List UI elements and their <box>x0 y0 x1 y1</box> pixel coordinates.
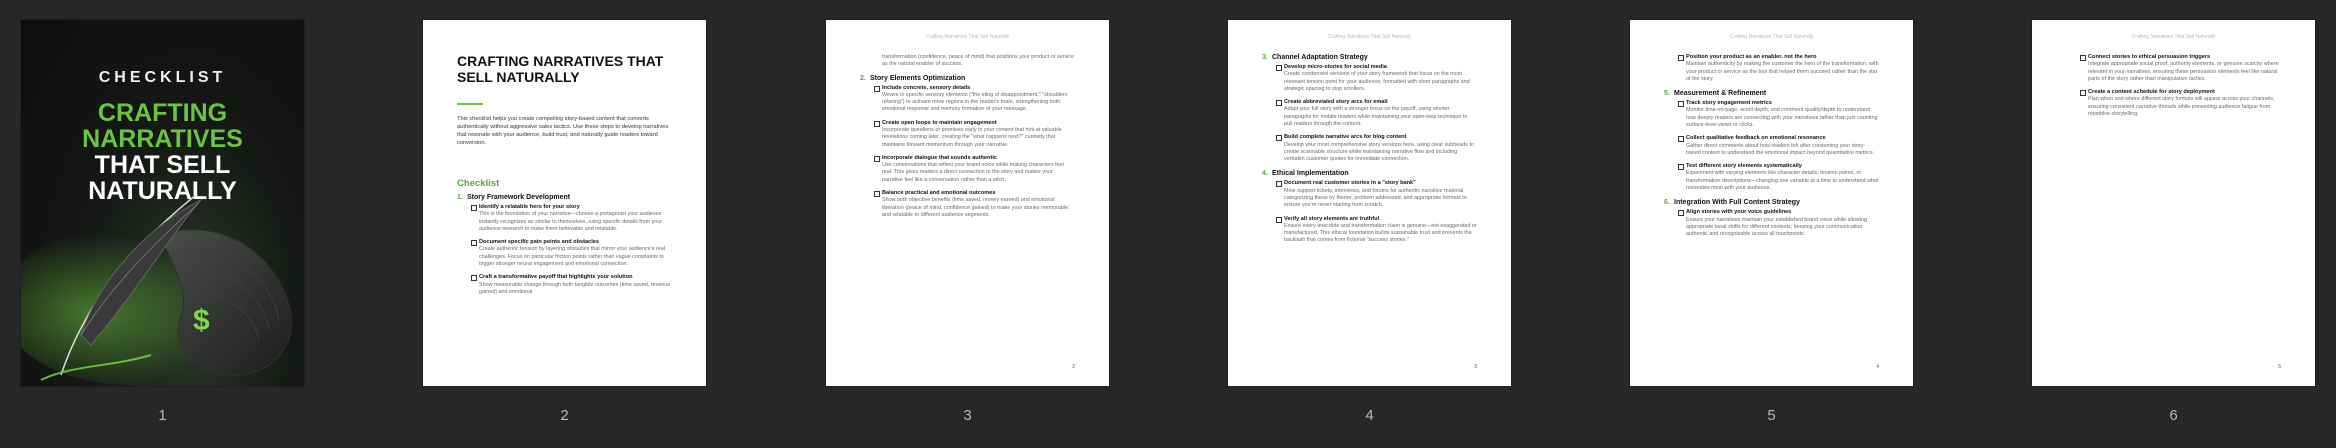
page-number-label[interactable]: 6 <box>2169 407 2178 424</box>
checkbox[interactable] <box>1276 181 1282 187</box>
checklist-item[interactable] <box>1272 180 1477 209</box>
checklist-section <box>1664 90 1879 192</box>
checkbox[interactable] <box>874 191 880 197</box>
item-title: Incorporate dialogue that sounds authentic <box>882 154 997 161</box>
item-description: Ensure every anecdote and transformation claim is genuine—not exaggerated or manufactured. This ethical foundation builds sustainable trust and prevents the backlash that comes from fictional "success stories." <box>1284 222 1477 244</box>
checklist-heading: Checklist <box>457 178 500 189</box>
page-footer-number: 3 <box>1474 364 1477 370</box>
checklist-item[interactable] <box>870 190 1075 219</box>
checklist-item[interactable] <box>870 120 1075 149</box>
page-5[interactable] <box>1630 20 1913 386</box>
checkbox[interactable] <box>1276 135 1282 141</box>
page-footer-number: 4 <box>1876 364 1879 370</box>
checkbox[interactable] <box>2080 90 2086 96</box>
checkbox[interactable] <box>1678 136 1684 142</box>
checklist-section <box>457 194 672 296</box>
checklist-item[interactable] <box>1272 216 1477 245</box>
checklist-item[interactable] <box>2076 54 2281 83</box>
checklist-section <box>860 75 1075 220</box>
section-title-text: Measurement & Refinement <box>1674 90 1767 98</box>
checklist-item[interactable] <box>2076 89 2281 118</box>
page-cover[interactable] <box>21 20 304 386</box>
page-number-label[interactable]: 5 <box>1767 407 1776 424</box>
checkbox[interactable] <box>471 205 477 211</box>
page-number-label[interactable]: 1 <box>158 407 167 424</box>
running-head: Crafting Narratives That Sell Naturally <box>925 34 1010 40</box>
checklist-item[interactable] <box>870 155 1075 184</box>
section-title <box>457 194 672 201</box>
item-description: Ensure your narratives maintain your established brand voice while allowing appropriate tonal shifts for different contexts, keeping your communication authentic and recognizable across all touchpoints. <box>1686 216 1867 238</box>
section-number: 2. <box>860 74 866 82</box>
checklist-section <box>1664 54 1879 83</box>
item-title: Align stories with your voice guidelines <box>1686 209 1792 216</box>
section-number: 4. <box>1262 170 1268 178</box>
document-title: CRAFTING NARRATIVES THAT SELL NATURALLY <box>457 53 664 85</box>
item-description: Monitor time-on-page, scroll depth, and comment quality/depth to understand how deeply readers are connecting with your narratives rather than just counting surface-level views or clicks. <box>1686 107 1878 129</box>
item-description: This is the foundation of your narrative—choose a protagonist your audience instantly recognizes as similar to themselves, using specific details from your audience research to make them believable and relatable. <box>479 211 663 232</box>
checkbox[interactable] <box>1276 217 1282 223</box>
item-title: Balance practical and emotional outcomes <box>882 190 996 197</box>
cover-title-line: THAT SELL <box>94 151 231 179</box>
intro-paragraph: This checklist helps you create compelling story-based content that converts authentically without aggressive sales tactics. Use these steps to develop narratives that resonate with your audience, build trust, and naturally guide readers toward conversion. <box>457 116 669 146</box>
checklist-item[interactable] <box>467 239 672 268</box>
running-head: Crafting Narratives That Sell Naturally <box>2131 34 2216 40</box>
item-description: Experiment with varying elements like character details, tension points, or transformation descriptions—changing one variable at a time to understand what resonates most with your audience. <box>1686 170 1879 192</box>
item-title: Document real customer stories in a "story bank" <box>1284 180 1416 187</box>
checkbox[interactable] <box>1678 164 1684 170</box>
item-description: Plan when and where different story formats will appear across your channels, ensuring consistent narrative threads while preventing audience fatigue from repetitive storytelling. <box>2088 96 2275 118</box>
section-title <box>1262 170 1477 178</box>
section-title-text: Story Elements Optimization <box>870 74 966 82</box>
page-4[interactable] <box>1228 20 1511 386</box>
checkbox[interactable] <box>1276 65 1282 71</box>
item-description: Mine support tickets, interviews, and forums for authentic narrative material, categorizing these by theme, problem addressed, and appropriate formats to ensure you're never starting from scratch. <box>1284 187 1467 209</box>
item-description: Show both objective benefits (time saved, money earned) and emotional liberation (peace of mind, confidence gained) to make your stories memorable and relatable to different audience segments. <box>882 197 1069 218</box>
checklist-item[interactable] <box>870 85 1075 114</box>
item-description: Weave in specific sensory elements ("the sting of disappointment," "shoulders relaxing") to activate more regions in the reader's brain, strengthening both emotional response and memory formation of your message. <box>882 91 1068 113</box>
checklist-item[interactable] <box>1674 209 1879 238</box>
page-number-label[interactable]: 2 <box>560 407 569 424</box>
item-description: Integrate appropriate social proof, authority elements, or genuine scarcity where relevant in your narratives, ensuring these persuasion elements feel like natural parts of the story rather than manipulative tactics. <box>2088 61 2279 82</box>
item-title: Create open loops to maintain engagement <box>882 119 997 126</box>
item-description: Create authentic tension by layering obstacles that mirror your audience's real challenges. Focus on particular friction points rather than vague complaints to trigger stronger neural engagement and emotional connection. <box>479 246 665 268</box>
item-title: Build complete narrative arcs for blog content <box>1284 134 1407 141</box>
quill-scroll-dollar-icon <box>21 195 304 386</box>
checklist-item[interactable] <box>467 274 672 296</box>
section-number: 1. <box>457 194 463 201</box>
checklist-section <box>1262 54 1477 163</box>
checklist-item[interactable] <box>1272 134 1477 163</box>
item-description: Maintain authenticity by making the customer the hero of the transformation, with your product or service as the tool that helped them succeed rather than the star of the story. <box>1686 61 1879 82</box>
section-number: 5. <box>1664 90 1670 98</box>
cover-title-line: CRAFTING <box>97 99 228 127</box>
checkbox[interactable] <box>874 156 880 162</box>
item-description: Show measurable change through both tangible outcomes (time saved, revenue gained) and emotional <box>479 281 671 295</box>
continued-text: transformation (confidence, peace of mind) that positions your product or service as the natural enabler of success. <box>882 54 1075 68</box>
checkbox[interactable] <box>1678 101 1684 107</box>
cover-title-line: NATURALLY <box>88 177 237 205</box>
item-description: Use conversations that reflect your brand voice while making characters feel real. This gives readers a direct connection to the story and makes your narrative feel like a conversation rather than a pitch. <box>882 162 1064 183</box>
checkbox[interactable] <box>1276 100 1282 106</box>
running-head: Crafting Narratives That Sell Naturally <box>1327 34 1412 40</box>
checkbox[interactable] <box>2080 55 2086 61</box>
checklist-item[interactable] <box>1272 64 1477 93</box>
svg-text:$: $ <box>193 304 210 337</box>
checklist-item[interactable] <box>1674 135 1879 157</box>
page-number-label[interactable]: 4 <box>1365 407 1374 424</box>
item-title: Collect qualitative feedback on emotional resonance <box>1686 135 1826 142</box>
page-number-label[interactable]: 3 <box>963 407 972 424</box>
section-title <box>860 74 1075 82</box>
checkbox[interactable] <box>471 275 477 281</box>
page-footer-number: 2 <box>1072 364 1075 370</box>
item-title: Craft a transformative payoff that highlights your solution <box>479 274 633 281</box>
item-title: Test different story elements systematically <box>1686 163 1802 170</box>
checkbox[interactable] <box>1678 210 1684 216</box>
title-divider <box>457 103 483 105</box>
item-title: Track story engagement metrics <box>1686 100 1772 107</box>
checkbox[interactable] <box>471 240 477 246</box>
item-title: Include concrete, sensory details <box>882 84 971 91</box>
checklist-item[interactable] <box>467 204 672 233</box>
page-3[interactable] <box>826 20 1109 386</box>
item-title: Create a content schedule for story deployment <box>2088 89 2215 96</box>
checklist-section <box>2066 54 2281 118</box>
section-title <box>1262 54 1477 61</box>
section-title <box>1664 90 1879 98</box>
checklist-item[interactable] <box>1674 163 1879 192</box>
item-description: Develop your most comprehensive story versions here, using clear subheads to create scannable structure while maintaining narrative flow and including verbatim customer quotes for immediate connection. <box>1284 141 1474 163</box>
item-title: Create abbreviated story arcs for email <box>1284 99 1388 106</box>
checklist-item[interactable] <box>1674 54 1879 83</box>
checklist-item[interactable] <box>1272 99 1477 128</box>
checklist-section <box>1664 199 1879 238</box>
section-title-text: Story Framework Development <box>467 194 571 201</box>
page-2[interactable] <box>423 20 706 386</box>
cover-title-line: NARRATIVES <box>82 125 243 153</box>
item-description: Create condensed versions of your story framework that focus on the most resonant tension point for your audience, formatted with short paragraphs and strategic spacing to stop scrollers. <box>1284 71 1470 92</box>
checkbox[interactable] <box>1678 55 1684 61</box>
item-description: Adapt your full story with a stronger focus on the payoff, using shorter paragraphs for mobile readers while maintaining your open-loop technique to pull readers through the content. <box>1284 106 1468 128</box>
item-title: Verify all story elements are truthful <box>1284 215 1380 222</box>
checklist-item[interactable] <box>1674 100 1879 129</box>
item-description: Incorporate questions or promises early in your content that hint at valuable revelations coming later, creating the "what happens next?" curiosity that maintains forward momentum through your narrative. <box>882 127 1062 148</box>
section-number: 3. <box>1262 54 1268 61</box>
checkbox[interactable] <box>874 86 880 92</box>
page-footer-number: 5 <box>2278 364 2281 370</box>
page-6[interactable] <box>2032 20 2315 386</box>
section-title-text: Integration With Full Content Strategy <box>1674 199 1800 207</box>
checkbox[interactable] <box>874 121 880 127</box>
section-number: 6. <box>1664 199 1670 207</box>
section-title <box>1664 199 1879 207</box>
checklist-section <box>1262 170 1477 244</box>
item-title: Document specific pain points and obstacles <box>479 239 599 246</box>
running-head: Crafting Narratives That Sell Naturally <box>1729 34 1814 40</box>
cover-kicker: CHECKLIST <box>98 69 227 86</box>
item-title: Identify a relatable hero for your story <box>479 204 580 210</box>
item-title: Develop micro-stories for social media <box>1284 64 1387 70</box>
item-title: Position your product as an enabler, not the hero <box>1686 54 1817 60</box>
section-title-text: Ethical Implementation <box>1272 170 1349 178</box>
section-title-text: Channel Adaptation Strategy <box>1272 54 1368 61</box>
item-description: Gather direct comments about how readers felt after consuming your story-based content to understand the emotional impact beyond quantitative metrics. <box>1686 142 1875 156</box>
cover-title <box>21 100 304 204</box>
item-title: Connect stories to ethical persuasion triggers <box>2088 54 2211 60</box>
